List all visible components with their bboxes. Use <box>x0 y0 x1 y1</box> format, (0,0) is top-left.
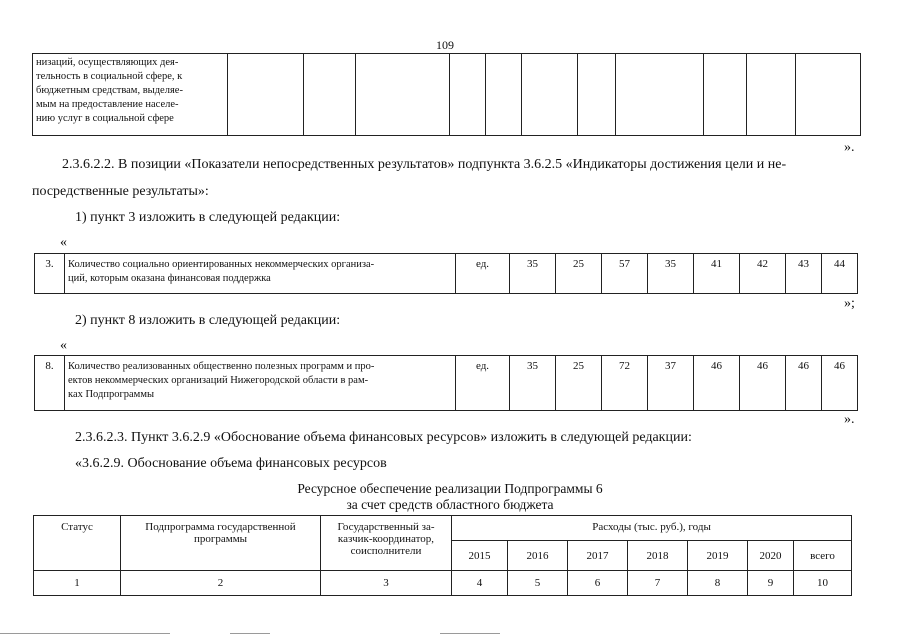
opening-quote: « <box>60 235 67 250</box>
closing-quote: »; <box>844 296 855 311</box>
indicator-description <box>65 254 456 294</box>
value-cell: 35 <box>510 356 556 411</box>
continuation-line: низаций, осуществляющих дея- <box>36 57 179 68</box>
year-header: 2018 <box>628 541 688 571</box>
closing-quote: ». <box>844 140 855 155</box>
continuation-line: нию услуг в социальной сфере <box>36 113 174 124</box>
paragraph-2-3-6-2-2-line-1: 2.3.6.2.2. В позиции «Показатели непосредственных результатов» подпункта 3.6.2.5 «Индикаторы достижения цели и не- <box>62 157 787 172</box>
empty-cell <box>704 54 747 136</box>
scan-artifact-line <box>440 633 500 634</box>
continuation-table <box>32 53 861 136</box>
value-cell: 72 <box>602 356 648 411</box>
year-header: 2016 <box>508 541 568 571</box>
column-number: 2 <box>121 571 321 596</box>
indicator-row-8 <box>35 356 858 411</box>
value-cell: 46 <box>786 356 822 411</box>
column-number: 5 <box>508 571 568 596</box>
continuation-line: тельность в социальной сфере, к <box>36 71 183 82</box>
column-number: 10 <box>794 571 852 596</box>
total-header: всего <box>794 541 852 571</box>
description-line: ектов некоммерческих организаций Нижегородской области в рам- <box>68 375 369 386</box>
description-line: ций, которым оказана финансовая поддержка <box>68 273 271 284</box>
value-cell: 41 <box>694 254 740 294</box>
column-number: 3 <box>321 571 452 596</box>
empty-cell <box>356 54 450 136</box>
opening-quote: « <box>60 338 67 353</box>
continuation-text-cell <box>33 54 228 136</box>
paragraph-3-6-2-9-heading: «3.6.2.9. Обоснование объема финансовых ресурсов <box>75 456 387 471</box>
value-cell: 35 <box>510 254 556 294</box>
column-numbers-row <box>34 571 852 596</box>
description-line: Количество социально ориентированных некоммерческих организа- <box>68 259 375 270</box>
value-cell: 43 <box>786 254 822 294</box>
empty-cell <box>747 54 796 136</box>
empty-cell <box>522 54 578 136</box>
scan-artifact-line <box>0 633 170 634</box>
indicator-row-3 <box>35 254 858 294</box>
row-number: 8. <box>35 356 65 411</box>
column-number: 9 <box>748 571 794 596</box>
value-cell: 25 <box>556 356 602 411</box>
subprogram-header-line: программы <box>193 533 248 545</box>
subprogram-header <box>121 516 321 571</box>
value-cell: 46 <box>740 356 786 411</box>
indicator-row-8-table <box>34 355 858 411</box>
empty-cell <box>486 54 522 136</box>
continuation-line: мым на предоставление населе- <box>36 99 179 110</box>
customer-header-line: казчик-координатор, <box>337 533 435 545</box>
indicator-description <box>65 356 456 411</box>
paragraph-2-3-6-2-3: 2.3.6.2.3. Пункт 3.6.2.9 «Обоснование объема финансовых ресурсов» изложить в следующей редакции: <box>75 430 692 445</box>
description-line: ках Подпрограммы <box>68 389 155 400</box>
customer-header <box>321 516 452 571</box>
empty-cell <box>228 54 304 136</box>
closing-quote: ». <box>844 412 855 427</box>
value-cell: 46 <box>694 356 740 411</box>
indicator-row-3-table <box>34 253 858 294</box>
subprogram-header-line: Подпрограмма государственной <box>145 521 296 533</box>
year-header: 2020 <box>748 541 794 571</box>
value-cell: 46 <box>822 356 858 411</box>
value-cell: 42 <box>740 254 786 294</box>
value-cell: 35 <box>648 254 694 294</box>
paragraph-2-3-6-2-2-line-2: посредственные результаты»: <box>32 184 209 199</box>
page-number: 109 <box>436 38 454 52</box>
customer-header-line: соисполнители <box>350 545 422 557</box>
column-number: 4 <box>452 571 508 596</box>
column-number: 1 <box>34 571 121 596</box>
expenses-header: Расходы (тыс. руб.), годы <box>452 516 852 541</box>
unit-cell: ед. <box>456 254 510 294</box>
item-2-text: 2) пункт 8 изложить в следующей редакции: <box>75 313 341 328</box>
row-number: 3. <box>35 254 65 294</box>
resource-title-line-2: за счет средств областного бюджета <box>346 497 554 512</box>
empty-cell <box>578 54 616 136</box>
customer-header-line: Государственный за- <box>337 521 435 533</box>
column-number: 8 <box>688 571 748 596</box>
description-line: Количество реализованных общественно полезных программ и про- <box>68 361 375 372</box>
scan-artifact-line <box>230 633 270 634</box>
resource-header-row <box>34 516 852 541</box>
unit-cell: ед. <box>456 356 510 411</box>
year-header: 2017 <box>568 541 628 571</box>
value-cell: 25 <box>556 254 602 294</box>
status-header: Статус <box>34 516 121 571</box>
empty-cell <box>304 54 356 136</box>
resource-title-line-1: Ресурсное обеспечение реализации Подпрограммы 6 <box>297 481 603 496</box>
empty-cell <box>450 54 486 136</box>
value-cell: 44 <box>822 254 858 294</box>
column-number: 6 <box>568 571 628 596</box>
value-cell: 37 <box>648 356 694 411</box>
year-header: 2019 <box>688 541 748 571</box>
resource-table <box>33 515 852 596</box>
item-1-text: 1) пункт 3 изложить в следующей редакции: <box>75 210 341 225</box>
empty-cell <box>796 54 861 136</box>
empty-cell <box>616 54 704 136</box>
year-header: 2015 <box>452 541 508 571</box>
value-cell: 57 <box>602 254 648 294</box>
column-number: 7 <box>628 571 688 596</box>
continuation-line: бюджетным средствам, выделяе- <box>36 85 183 96</box>
